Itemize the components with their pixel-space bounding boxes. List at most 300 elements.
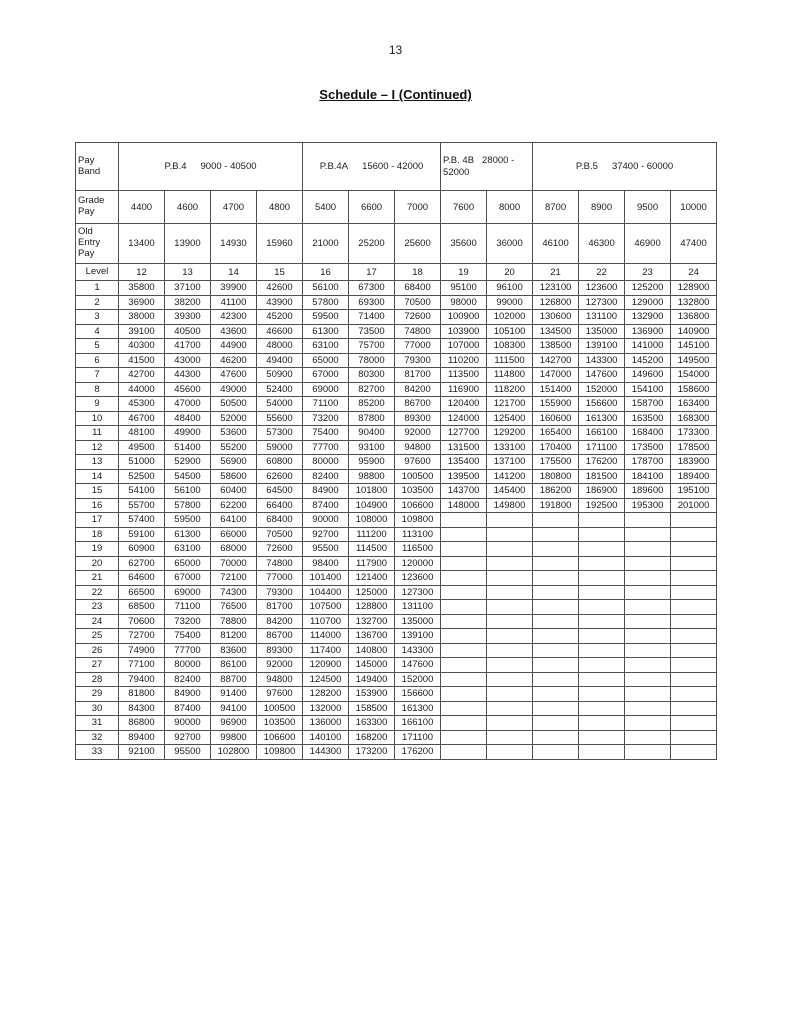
pay-cell: 114800: [487, 368, 533, 383]
pay-cell: 147600: [579, 368, 625, 383]
pay-cell: 86100: [211, 658, 257, 673]
pay-cell: 88700: [211, 672, 257, 687]
row-index: 30: [76, 701, 119, 716]
pay-cell: 52000: [211, 411, 257, 426]
pay-cell: 75400: [165, 629, 211, 644]
pay-cell: 39300: [165, 310, 211, 325]
pay-cell: 176200: [395, 745, 441, 760]
pay-band-cell: [533, 143, 717, 191]
pay-cell: 51000: [119, 455, 165, 470]
pay-cell: 42300: [211, 310, 257, 325]
pay-cell: 113500: [441, 368, 487, 383]
pay-cell: 116900: [441, 382, 487, 397]
level-value: 15: [257, 264, 303, 281]
pay-cell: 163500: [625, 411, 671, 426]
pay-cell: 45600: [165, 382, 211, 397]
pay-cell: 131100: [395, 600, 441, 615]
pay-cell: 37100: [165, 281, 211, 296]
pay-cell: [579, 643, 625, 658]
pay-cell: 91400: [211, 687, 257, 702]
pay-cell: [533, 600, 579, 615]
pay-cell: [533, 513, 579, 528]
pay-cell: 110700: [303, 614, 349, 629]
pay-cell: 173500: [625, 440, 671, 455]
grade-pay-row: [76, 191, 717, 224]
pay-cell: 77700: [165, 643, 211, 658]
pay-band-range: 37400 - 60000: [611, 160, 674, 172]
table-row: [76, 440, 717, 455]
level-value: 12: [119, 264, 165, 281]
pay-cell: 136000: [303, 716, 349, 731]
pay-cell: 161300: [395, 701, 441, 716]
pay-cell: [533, 730, 579, 745]
pay-cell: 38200: [165, 295, 211, 310]
pay-cell: [441, 614, 487, 629]
table-row: [76, 426, 717, 441]
pay-cell: 65000: [165, 556, 211, 571]
pay-cell: [625, 585, 671, 600]
table-row: [76, 643, 717, 658]
pay-cell: 77100: [119, 658, 165, 673]
pay-cell: 100900: [441, 310, 487, 325]
pay-cell: 95900: [349, 455, 395, 470]
pay-cell: 94800: [257, 672, 303, 687]
pay-cell: [487, 513, 533, 528]
pay-cell: [625, 527, 671, 542]
pay-cell: 166100: [579, 426, 625, 441]
grade-pay-value: 4800: [257, 191, 303, 224]
pay-cell: 56100: [165, 484, 211, 499]
pay-cell: 144300: [303, 745, 349, 760]
pay-cell: [671, 527, 717, 542]
pay-cell: [533, 542, 579, 557]
row-index: 27: [76, 658, 119, 673]
pay-cell: [625, 658, 671, 673]
row-index: 32: [76, 730, 119, 745]
pay-cell: 54100: [119, 484, 165, 499]
pay-cell: 136700: [349, 629, 395, 644]
table-row: [76, 542, 717, 557]
pay-cell: 120000: [395, 556, 441, 571]
pay-cell: 142700: [533, 353, 579, 368]
pay-cell: [625, 730, 671, 745]
pay-cell: [533, 527, 579, 542]
pay-cell: [579, 527, 625, 542]
pay-cell: [533, 672, 579, 687]
pay-cell: 63100: [165, 542, 211, 557]
pay-cell: 55200: [211, 440, 257, 455]
pay-cell: 46700: [119, 411, 165, 426]
pay-cell: 127700: [441, 426, 487, 441]
pay-cell: 135400: [441, 455, 487, 470]
level-value: 18: [395, 264, 441, 281]
pay-cell: 111200: [349, 527, 395, 542]
pay-cell: [671, 745, 717, 760]
pay-cell: 46600: [257, 324, 303, 339]
pay-cell: 47000: [165, 397, 211, 412]
pay-cell: 178500: [671, 440, 717, 455]
pay-cell: 95500: [165, 745, 211, 760]
table-row: [76, 629, 717, 644]
row-index: 14: [76, 469, 119, 484]
row-index: 20: [76, 556, 119, 571]
pay-cell: 102800: [211, 745, 257, 760]
pay-cell: 131500: [441, 440, 487, 455]
pay-cell: [441, 585, 487, 600]
pay-cell: 81700: [395, 368, 441, 383]
pay-cell: 92700: [303, 527, 349, 542]
pay-cell: 53600: [211, 426, 257, 441]
pay-cell: [625, 600, 671, 615]
pay-cell: [533, 571, 579, 586]
pay-cell: [671, 716, 717, 731]
pay-cell: 104400: [303, 585, 349, 600]
pay-cell: 89400: [119, 730, 165, 745]
table-row: [76, 614, 717, 629]
pay-cell: 67300: [349, 281, 395, 296]
pay-cell: 123600: [395, 571, 441, 586]
pay-cell: 64100: [211, 513, 257, 528]
row-index: 1: [76, 281, 119, 296]
pay-cell: 128800: [349, 600, 395, 615]
pay-cell: 57300: [257, 426, 303, 441]
pay-cell: 42700: [119, 368, 165, 383]
level-value: 13: [165, 264, 211, 281]
pay-cell: 77700: [303, 440, 349, 455]
old-entry-pay-row-header: Old Entry Pay: [76, 224, 119, 264]
pay-cell: 78800: [211, 614, 257, 629]
pay-cell: [671, 672, 717, 687]
pay-cell: 163400: [671, 397, 717, 412]
pay-cell: 79400: [119, 672, 165, 687]
pay-cell: 127300: [579, 295, 625, 310]
table-row: [76, 411, 717, 426]
grade-pay-value: 7000: [395, 191, 441, 224]
pay-cell: [441, 556, 487, 571]
grade-pay-value: 5400: [303, 191, 349, 224]
pay-cell: 84300: [119, 701, 165, 716]
pay-cell: 158500: [349, 701, 395, 716]
pay-cell: 45300: [119, 397, 165, 412]
table-row: [76, 513, 717, 528]
pay-cell: 96100: [487, 281, 533, 296]
pay-cell: 111500: [487, 353, 533, 368]
pay-cell: 55700: [119, 498, 165, 513]
grade-pay-value: 9500: [625, 191, 671, 224]
table-row: [76, 556, 717, 571]
pay-cell: 121400: [349, 571, 395, 586]
pay-cell: 86700: [395, 397, 441, 412]
table-row: [76, 498, 717, 513]
pay-cell: 49900: [165, 426, 211, 441]
pay-cell: 175500: [533, 455, 579, 470]
pay-cell: 81800: [119, 687, 165, 702]
row-index: 26: [76, 643, 119, 658]
pay-cell: 158700: [625, 397, 671, 412]
pay-cell: 63100: [303, 339, 349, 354]
pay-cell: 149800: [487, 498, 533, 513]
row-index: 2: [76, 295, 119, 310]
pay-cell: 106600: [257, 730, 303, 745]
row-index: 28: [76, 672, 119, 687]
pay-band-row-header: Pay Band: [76, 143, 119, 191]
pay-cell: [579, 716, 625, 731]
pay-cell: 59100: [119, 527, 165, 542]
old-entry-pay-value: 14930: [211, 224, 257, 264]
level-value: 22: [579, 264, 625, 281]
pay-cell: 183900: [671, 455, 717, 470]
pay-cell: 147600: [395, 658, 441, 673]
pay-cell: 92700: [165, 730, 211, 745]
pay-cell: 38000: [119, 310, 165, 325]
pay-cell: [625, 716, 671, 731]
level-value: 14: [211, 264, 257, 281]
old-entry-pay-value: 46100: [533, 224, 579, 264]
pay-cell: [579, 614, 625, 629]
pay-cell: 154000: [671, 368, 717, 383]
pay-cell: 189400: [671, 469, 717, 484]
pay-cell: [533, 745, 579, 760]
pay-cell: 124500: [303, 672, 349, 687]
pay-cell: [671, 542, 717, 557]
pay-cell: 132700: [349, 614, 395, 629]
grade-pay-value: 10000: [671, 191, 717, 224]
row-index: 6: [76, 353, 119, 368]
pay-cell: 52500: [119, 469, 165, 484]
pay-cell: 95500: [303, 542, 349, 557]
pay-cell: 149600: [625, 368, 671, 383]
table-row: [76, 339, 717, 354]
pay-cell: 98400: [303, 556, 349, 571]
pay-band-row: [76, 143, 717, 191]
pay-cell: 59000: [257, 440, 303, 455]
pay-cell: 81200: [211, 629, 257, 644]
row-index: 11: [76, 426, 119, 441]
pay-cell: 128200: [303, 687, 349, 702]
pay-cell: [579, 585, 625, 600]
pay-cell: 114500: [349, 542, 395, 557]
pay-cell: 82400: [303, 469, 349, 484]
pay-cell: 43600: [211, 324, 257, 339]
pay-cell: 97600: [257, 687, 303, 702]
pay-cell: 59500: [165, 513, 211, 528]
pay-cell: 72600: [395, 310, 441, 325]
pay-cell: 71100: [303, 397, 349, 412]
pay-cell: 143300: [579, 353, 625, 368]
pay-cell: 125400: [487, 411, 533, 426]
pay-cell: 99800: [211, 730, 257, 745]
old-entry-pay-value: 36000: [487, 224, 533, 264]
pay-cell: [441, 687, 487, 702]
pay-cell: 132000: [303, 701, 349, 716]
pay-cell: 135000: [579, 324, 625, 339]
pay-cell: 68400: [257, 513, 303, 528]
pay-cell: 155900: [533, 397, 579, 412]
pay-cell: 166100: [395, 716, 441, 731]
pay-cell: 201000: [671, 498, 717, 513]
pay-cell: 135000: [395, 614, 441, 629]
pay-cell: 139100: [395, 629, 441, 644]
pay-cell: 110200: [441, 353, 487, 368]
pay-cell: 89300: [395, 411, 441, 426]
pay-band-cell: [303, 143, 441, 191]
pay-cell: 121700: [487, 397, 533, 412]
pay-cell: 61300: [303, 324, 349, 339]
row-index: 25: [76, 629, 119, 644]
table-row: [76, 600, 717, 615]
pay-cell: 60400: [211, 484, 257, 499]
pay-cell: 41100: [211, 295, 257, 310]
pay-cell: 49500: [119, 440, 165, 455]
pay-cell: 94800: [395, 440, 441, 455]
table-row: [76, 672, 717, 687]
row-index: 4: [76, 324, 119, 339]
pay-cell: 171100: [395, 730, 441, 745]
pay-cell: 156600: [395, 687, 441, 702]
pay-cell: 82400: [165, 672, 211, 687]
pay-cell: 62200: [211, 498, 257, 513]
pay-cell: 100500: [257, 701, 303, 716]
pay-cell: 120900: [303, 658, 349, 673]
pay-cell: 168400: [625, 426, 671, 441]
pay-cell: 128900: [671, 281, 717, 296]
pay-cell: 74300: [211, 585, 257, 600]
level-value: 21: [533, 264, 579, 281]
pay-cell: 189600: [625, 484, 671, 499]
pay-cell: 156600: [579, 397, 625, 412]
pay-cell: 127300: [395, 585, 441, 600]
pay-cell: [533, 585, 579, 600]
table-row: [76, 455, 717, 470]
pay-cell: 68500: [119, 600, 165, 615]
pay-cell: 140900: [671, 324, 717, 339]
pay-cell: [533, 614, 579, 629]
pay-cell: [579, 658, 625, 673]
pay-cell: 75400: [303, 426, 349, 441]
pay-cell: [441, 643, 487, 658]
grade-pay-value: 8700: [533, 191, 579, 224]
row-index: 22: [76, 585, 119, 600]
pay-cell: 84900: [165, 687, 211, 702]
pay-cell: 92000: [395, 426, 441, 441]
pay-band-cell: [441, 143, 533, 191]
pay-cell: 191800: [533, 498, 579, 513]
pay-cell: 62700: [119, 556, 165, 571]
pay-cell: 158600: [671, 382, 717, 397]
pay-cell: [441, 527, 487, 542]
pay-cell: [671, 687, 717, 702]
pay-cell: 143700: [441, 484, 487, 499]
pay-cell: 66000: [211, 527, 257, 542]
pay-cell: [487, 658, 533, 673]
pay-cell: 44900: [211, 339, 257, 354]
pay-cell: 98800: [349, 469, 395, 484]
pay-cell: 149400: [349, 672, 395, 687]
pay-cell: [533, 556, 579, 571]
pay-cell: 113100: [395, 527, 441, 542]
pay-cell: [441, 513, 487, 528]
grade-pay-value: 4700: [211, 191, 257, 224]
pay-cell: 39900: [211, 281, 257, 296]
pay-cell: 117900: [349, 556, 395, 571]
pay-cell: 44000: [119, 382, 165, 397]
old-entry-pay-value: 15960: [257, 224, 303, 264]
pay-cell: 43000: [165, 353, 211, 368]
pay-cell: 95100: [441, 281, 487, 296]
row-index: 10: [76, 411, 119, 426]
row-index: 9: [76, 397, 119, 412]
pay-cell: 107000: [441, 339, 487, 354]
old-entry-pay-value: 35600: [441, 224, 487, 264]
pay-cell: 69000: [165, 585, 211, 600]
grade-pay-value: 8900: [579, 191, 625, 224]
pay-cell: 69300: [349, 295, 395, 310]
row-index: 7: [76, 368, 119, 383]
old-entry-pay-value: 46900: [625, 224, 671, 264]
pay-cell: [487, 730, 533, 745]
pay-cell: [487, 716, 533, 731]
pay-cell: 160600: [533, 411, 579, 426]
pay-cell: 143300: [395, 643, 441, 658]
table-row: [76, 295, 717, 310]
pay-cell: 125000: [349, 585, 395, 600]
pay-cell: 70600: [119, 614, 165, 629]
pay-cell: 64500: [257, 484, 303, 499]
pay-cell: [441, 542, 487, 557]
pay-cell: 49000: [211, 382, 257, 397]
pay-cell: 55600: [257, 411, 303, 426]
page-number: 13: [388, 43, 403, 57]
pay-cell: 171100: [579, 440, 625, 455]
pay-cell: [579, 701, 625, 716]
pay-cell: 94100: [211, 701, 257, 716]
pay-cell: 92100: [119, 745, 165, 760]
pay-cell: 126800: [533, 295, 579, 310]
pay-cell: [625, 687, 671, 702]
row-index: 13: [76, 455, 119, 470]
pay-band-range: 15600 - 42000: [362, 160, 424, 172]
pay-cell: 101800: [349, 484, 395, 499]
grade-pay-value: 7600: [441, 191, 487, 224]
pay-cell: [671, 571, 717, 586]
pay-cell: 192500: [579, 498, 625, 513]
pay-cell: 68400: [395, 281, 441, 296]
pay-cell: 139500: [441, 469, 487, 484]
pay-cell: 147000: [533, 368, 579, 383]
pay-cell: 60900: [119, 542, 165, 557]
level-row: [76, 264, 717, 281]
row-index: 19: [76, 542, 119, 557]
pay-cell: [579, 730, 625, 745]
pay-cell: [579, 556, 625, 571]
pay-cell: [625, 672, 671, 687]
pay-cell: 118200: [487, 382, 533, 397]
pay-cell: [441, 730, 487, 745]
pay-cell: 173300: [671, 426, 717, 441]
pay-cell: 72600: [257, 542, 303, 557]
pay-cell: 125200: [625, 281, 671, 296]
pay-cell: 50900: [257, 368, 303, 383]
pay-cell: 92000: [257, 658, 303, 673]
pay-band-name: P.B.5: [575, 160, 598, 172]
table-row: [76, 571, 717, 586]
row-index: 16: [76, 498, 119, 513]
pay-cell: 129000: [625, 295, 671, 310]
row-index: 17: [76, 513, 119, 528]
pay-cell: 74800: [395, 324, 441, 339]
pay-cell: 102000: [487, 310, 533, 325]
pay-cell: 78000: [349, 353, 395, 368]
